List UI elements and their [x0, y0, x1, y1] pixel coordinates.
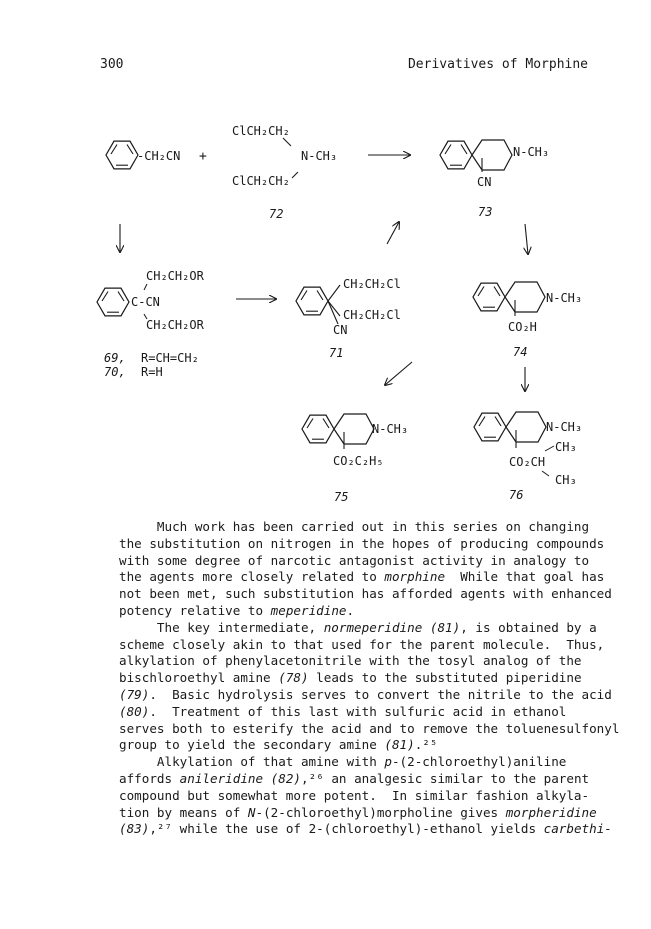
- text-run: , is obtained by a: [460, 619, 597, 635]
- label-70-r: R=H: [141, 365, 163, 379]
- text-run: -(2-chloroethyl)morpholine gives: [255, 804, 506, 820]
- label-69-r: R=CH=CH₂: [141, 351, 199, 365]
- text-run: not been met, such substitution has afforded agents with enhanced: [119, 586, 612, 602]
- text-run: leads to the substituted piperidine: [308, 670, 582, 686]
- label-75: 75: [334, 490, 349, 504]
- label-71: 71: [329, 346, 344, 360]
- text-line: [119, 771, 599, 788]
- text-run: ,²⁷ while the use of 2-(chloroethyl)-ethanol yields: [149, 821, 544, 837]
- text-line: [119, 586, 612, 603]
- svg-text:CN: CN: [333, 323, 348, 337]
- italic-term: morphine: [384, 569, 446, 585]
- compound-71: [296, 277, 401, 337]
- compound-76: [474, 412, 582, 487]
- svg-text:ClCH₂CH₂: ClCH₂CH₂: [232, 174, 290, 188]
- italic-term: (80): [119, 703, 150, 719]
- text-line: [119, 569, 605, 586]
- arrow-up-to-73: [387, 222, 399, 244]
- page-number: 300: [100, 57, 124, 72]
- svg-text:N-CH₃: N-CH₃: [301, 149, 338, 163]
- text-run: .: [346, 602, 355, 618]
- text-run: Much work has been carried out in this series on changing: [119, 519, 590, 534]
- svg-text:N-CH₃: N-CH₃: [546, 420, 583, 434]
- paragraph: [119, 754, 612, 838]
- text-run: with some degree of narcotic antagonist activity in analogy to: [119, 552, 590, 568]
- text-line: [119, 805, 599, 822]
- text-run: alkylation of phenylacetonitrile with the tosyl analog of the: [119, 653, 582, 669]
- text-run: bischloroethyl amine: [119, 670, 279, 686]
- svg-text:CH₃: CH₃: [555, 473, 577, 487]
- text-run: the substitution on nitrogen in the hopes of producing compounds: [119, 535, 605, 551]
- text-run: .²⁵: [414, 737, 438, 753]
- text-line: [119, 737, 599, 754]
- label-73: 73: [478, 205, 493, 219]
- svg-text:CH₂CH₂OR: CH₂CH₂OR: [146, 269, 204, 283]
- label-70: 70,: [104, 365, 126, 379]
- italic-term: normeperidine (81): [323, 619, 461, 635]
- compound-74: [473, 282, 582, 334]
- svg-text:CH₃: CH₃: [555, 440, 577, 454]
- svg-text:CH₂CH₂Cl: CH₂CH₂Cl: [343, 308, 401, 322]
- label-74: 74: [513, 345, 528, 359]
- text-line: [119, 636, 605, 654]
- text-run: . Treatment of this last with sulfuric acid in ethanol: [149, 703, 567, 719]
- text-run: potency relative to: [119, 602, 271, 618]
- text-line: [119, 519, 599, 536]
- text-run: The key intermediate,: [119, 619, 324, 635]
- svg-text:N-CH₃: N-CH₃: [546, 291, 583, 305]
- text-line: [119, 821, 612, 838]
- label-69: 69,: [104, 351, 126, 365]
- body-text: [119, 519, 620, 838]
- svg-text:CH₂CH₂OR: CH₂CH₂OR: [146, 318, 204, 332]
- text-line: [119, 670, 599, 687]
- svg-text:C-CN: C-CN: [131, 295, 160, 309]
- italic-term: carbethi-: [543, 821, 612, 837]
- svg-text:CO₂C₂H₅: CO₂C₂H₅: [333, 454, 384, 468]
- text-line: [119, 603, 599, 620]
- text-line: [119, 535, 605, 553]
- text-run: Alkylation of that amine with: [119, 754, 385, 770]
- paragraph: [119, 619, 620, 754]
- svg-text:CO₂CH: CO₂CH: [509, 455, 546, 469]
- text-run: affords: [119, 770, 180, 786]
- italic-term: meperidine: [270, 602, 347, 618]
- text-line: [119, 620, 599, 637]
- compound-73: [440, 140, 549, 189]
- label-76: 76: [509, 488, 524, 502]
- text-run: . Basic hydrolysis serves to convert the nitrile to the acid: [149, 686, 612, 702]
- text-run: While that goal has: [445, 569, 605, 585]
- text-line: [119, 553, 599, 570]
- running-head: Derivatives of Morphine: [407, 57, 588, 72]
- compound-69-70: [97, 269, 205, 332]
- italic-term: (81): [384, 737, 415, 753]
- italic-term: (78): [278, 670, 309, 686]
- text-run: serves both to esterify the acid and to remove the toluenesulfonyl: [119, 720, 620, 736]
- arrow-down-right: [525, 224, 528, 254]
- italic-term: (83): [119, 821, 150, 837]
- compound-75: [302, 414, 408, 468]
- text-run: -(2-chloroethyl)aniline: [391, 754, 567, 770]
- italic-term: morpheridine: [505, 804, 597, 820]
- arrow-to-75: [385, 362, 412, 385]
- text-line: [119, 653, 599, 670]
- text-line: [119, 686, 612, 704]
- plus-sign: +: [199, 149, 207, 164]
- compound-72: [232, 124, 337, 188]
- italic-term: anileridine (82): [179, 770, 301, 786]
- italic-term: (79): [119, 686, 150, 702]
- phenylacetonitrile: [106, 141, 180, 169]
- svg-text:CO₂H: CO₂H: [508, 320, 537, 334]
- text-run: the agents more closely related to: [119, 569, 385, 585]
- text-run: tion by means of: [119, 804, 248, 820]
- text-line: [119, 788, 599, 805]
- svg-text:CN: CN: [477, 175, 492, 189]
- text-run: ,²⁶ an analgesic similar to the parent: [301, 770, 590, 786]
- text-run: compound but somewhat more potent. In similar fashion alkyla-: [119, 787, 590, 803]
- phenylacetonitrile-label: -CH₂CN: [137, 149, 181, 163]
- text-run: group to yield the secondary amine: [119, 737, 385, 753]
- svg-text:N-CH₃: N-CH₃: [372, 422, 409, 436]
- label-72: 72: [269, 207, 284, 221]
- italic-term: p: [384, 754, 392, 770]
- text-line: [119, 720, 620, 738]
- paragraph: [119, 519, 612, 620]
- text-line: [119, 704, 599, 721]
- svg-text:N-CH₃: N-CH₃: [513, 145, 550, 159]
- italic-term: N: [247, 804, 256, 820]
- text-run: scheme closely akin to that used for the parent molecule. Thus,: [119, 636, 605, 652]
- text-line: [119, 754, 599, 771]
- svg-text:ClCH₂CH₂: ClCH₂CH₂: [232, 124, 290, 138]
- svg-text:CH₂CH₂Cl: CH₂CH₂Cl: [343, 277, 401, 291]
